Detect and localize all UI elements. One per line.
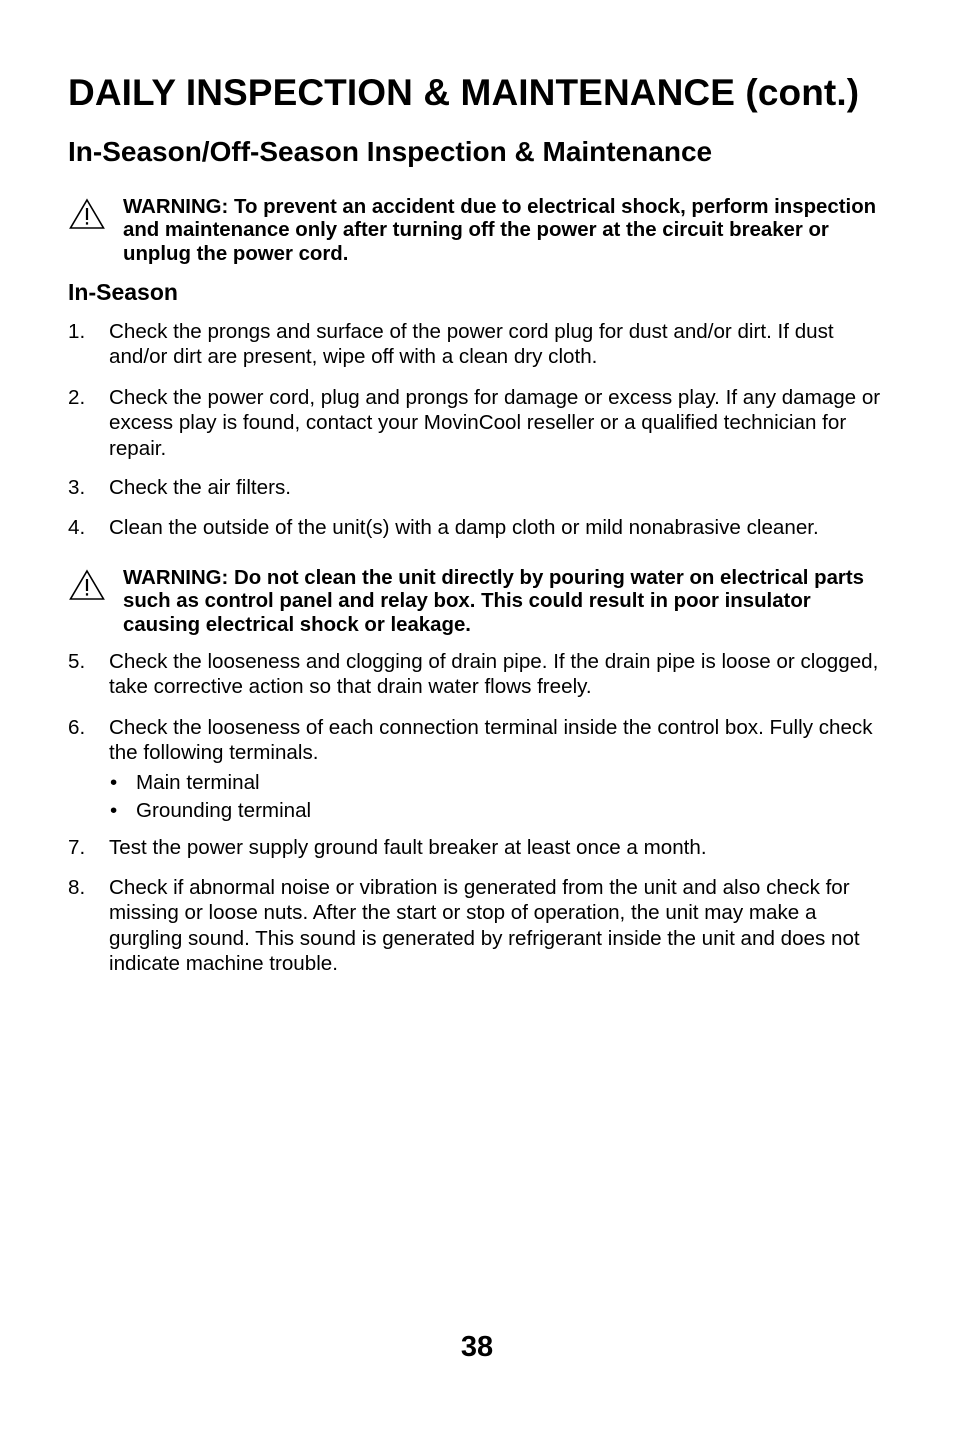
list-item-number: 7. [68,836,86,859]
list-item-text: Check the prongs and surface of the power cord plug for dust and/or dirt. If dust and/or dirt are present, wipe off with a clean dry cloth. [109,320,834,369]
list-item-text: Check the air filters. [109,476,291,499]
list-item-text: Check the power cord, plug and prongs for damage or excess play. If any damage or excess play is found, contact your MovinCool reseller or a qualified technician for repair. [109,386,881,460]
list-item-number: 4. [68,516,86,539]
list-item-text: Test the power supply ground fault breaker at least once a month. [109,836,707,859]
list-item-text: Clean the outside of the unit(s) with a damp cloth or mild nonabrasive cleaner. [109,516,819,539]
section-title: In-Season/Off-Season Inspection & Maintenance [68,136,713,167]
bullet-item-text: Grounding terminal [136,799,312,822]
list-item-text: Check if abnormal noise or vibration is generated from the unit and also check for missing or loose nuts. After the start or stop of operation, the unit may make a gurgling sound. This sound is generated by refrigerant inside the unit and does not indicate machine trouble. [109,876,860,975]
in-season-heading: In-Season [68,279,178,305]
bullet-item-text: Main terminal [136,771,260,794]
warning-message: To prevent an accident due to electrical shock, perform inspection and maintenance only after turning off the power at the circuit breaker or unplug the power cord. [123,196,877,265]
list-item-number: 1. [68,320,86,343]
warning-triangle-icon [69,198,105,230]
page-number: 38 [460,1331,494,1363]
warning-text [123,196,893,266]
list-item-number: 6. [68,716,86,739]
list-item-text: Check the looseness and clogging of drain pipe. If the drain pipe is loose or clogged, take corrective action so that drain water flows freely. [109,650,879,699]
list-item-text: Check the looseness of each connection terminal inside the control box. Fully check the following terminals. [109,716,873,765]
page-title: DAILY INSPECTION & MAINTENANCE (cont.) [68,72,860,113]
bullet-symbol: • [110,771,118,794]
warning-triangle-icon [69,569,105,601]
warning-text [123,567,893,637]
bullet-symbol: • [110,799,118,822]
list-item-number: 3. [68,476,86,499]
warning-label: WARNING: [123,567,229,589]
warning-label: WARNING: [123,196,229,218]
list-item-number: 2. [68,386,86,409]
warning-message: Do not clean the unit directly by pouring water on electrical parts such as control panel and relay box. This could result in poor insulator causing electrical shock or leakage. [123,567,864,636]
list-item-number: 5. [68,650,86,673]
list-item-number: 8. [68,876,86,899]
